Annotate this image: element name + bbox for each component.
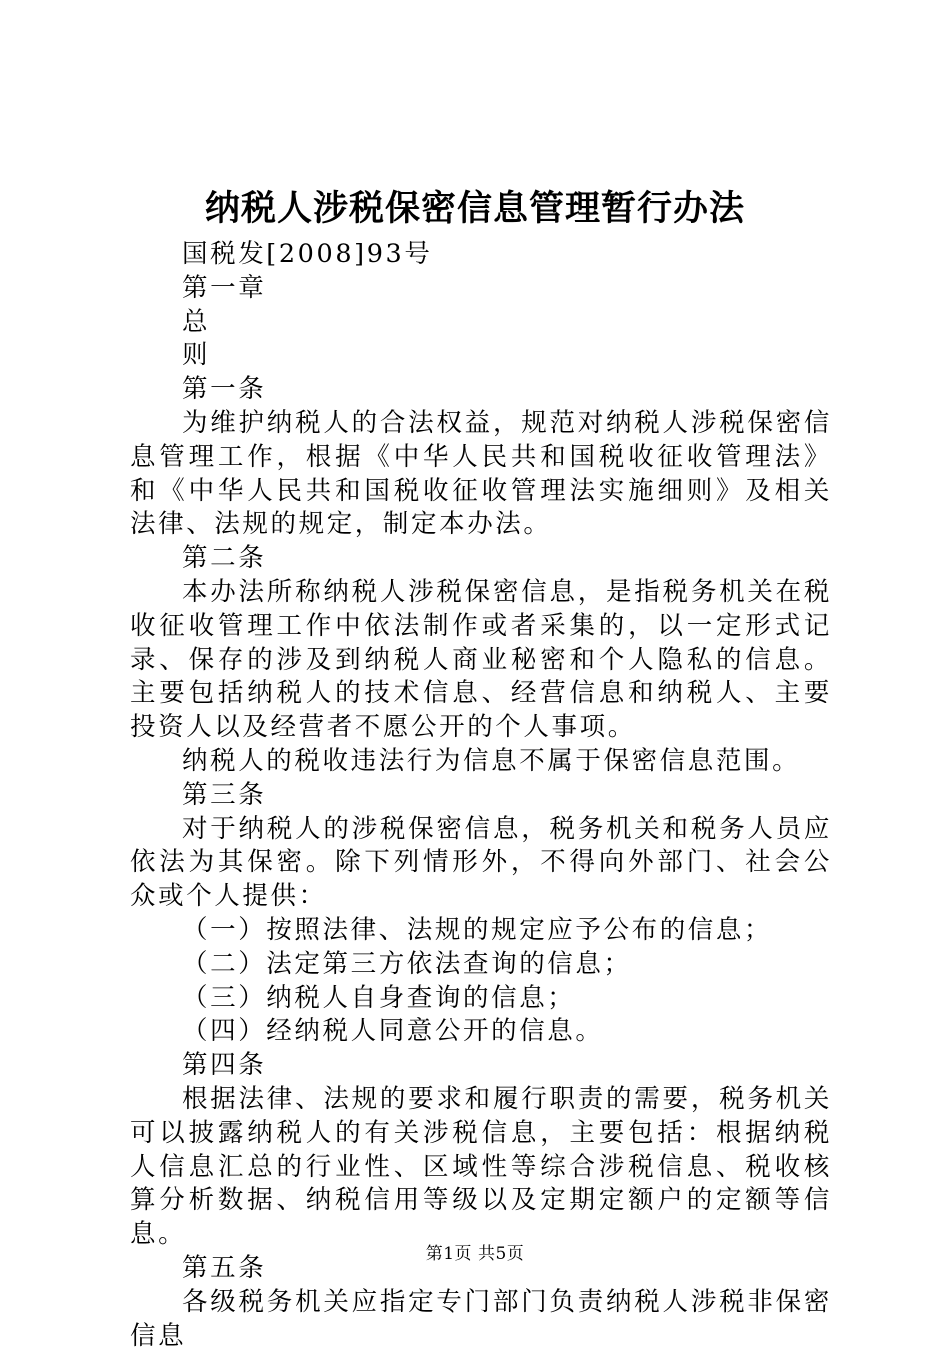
article-3-item-4: （四）经纳税人同意公开的信息。 (182, 1016, 604, 1047)
document-body (130, 238, 832, 1353)
chapter-name-part-2: 则 (182, 340, 211, 371)
article-3-paragraph-1: 对于纳税人的涉税保密信息，税务机关和税务人员应依法为其保密。除下列情形外，不得向外部门、社会公众或个人提供： (130, 813, 832, 912)
page-footer (0, 1242, 950, 1266)
chapter-name-part-1: 总 (182, 306, 211, 337)
article-5-paragraph-1: 各级税务机关应指定专门部门负责纳税人涉税非保密信息 (130, 1286, 832, 1351)
article-4-heading: 第四条 (182, 1050, 267, 1081)
article-5-heading: 第五条 (182, 1252, 267, 1283)
article-1-heading: 第一条 (182, 374, 267, 405)
article-1-paragraph-1: 为维护纳税人的合法权益，规范对纳税人涉税保密信息管理工作，根据《中华人民共和国税收征收管理法》和《中华人民共和国税收征收管理法实施细则》及相关法律、法规的规定，制定本办法。 (130, 407, 832, 540)
article-4-paragraph-1: 根据法律、法规的要求和履行职责的需要，税务机关可以披露纳税人的有关涉税信息，主要包括：根据纳税人信息汇总的行业性、区域性等综合涉税信息、税收核算分析数据、纳税信用等级以及定期定额户的定额等信息。 (130, 1083, 832, 1250)
chapter-heading: 第一章 (182, 272, 267, 303)
article-3-item-2: （二）法定第三方依法查询的信息； (182, 948, 632, 979)
article-3-heading: 第三条 (182, 779, 267, 810)
article-2-paragraph-1: 本办法所称纳税人涉税保密信息，是指税务机关在税收征收管理工作中依法制作或者采集的，以一定形式记录、保存的涉及到纳税人商业秘密和个人隐私的信息。主要包括纳税人的技术信息、经营信息和纳税人、主要投资人以及经营者不愿公开的个人事项。 (130, 576, 832, 743)
article-3-item-1: （一）按照法律、法规的规定应予公布的信息； (182, 914, 773, 945)
document-title: 纳税人涉税保密信息管理暂行办法 (204, 188, 745, 229)
article-2-heading: 第二条 (182, 543, 267, 574)
page-indicator: 第1页 共5页 (425, 1244, 525, 1264)
doc-number: 国税发[2008]93号 (182, 239, 433, 269)
article-3-item-3: （三）纳税人自身查询的信息； (182, 982, 576, 1013)
article-2-paragraph-2: 纳税人的税收违法行为信息不属于保密信息范围。 (182, 745, 801, 776)
